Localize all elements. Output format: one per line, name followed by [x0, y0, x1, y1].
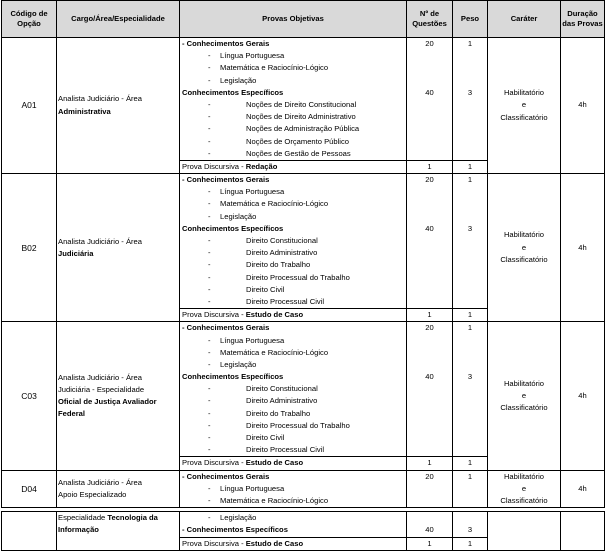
questoes-cell — [407, 512, 453, 537]
header-peso: Peso — [453, 1, 488, 38]
questoes-gerais: 20 — [425, 471, 434, 481]
table-row-d04 — [2, 470, 605, 508]
subject-item: Legislação — [220, 75, 257, 85]
questoes-especificos: 40 — [425, 223, 434, 233]
cargo-cell — [57, 38, 180, 174]
subject-item: Matemática e Raciocínio-Lógico — [220, 495, 329, 505]
cargo-bold-text: Administrativa — [58, 106, 111, 116]
prova-discursiva-cell: Prova Discursiva - Estudo de Caso — [180, 309, 407, 322]
peso-especificos: 3 — [467, 87, 473, 97]
subject-item: Matemática e Raciocínio-Lógico — [220, 347, 329, 357]
peso-especificos: 3 — [467, 223, 473, 233]
subject-item: Matemática e Raciocínio-Lógico — [220, 199, 329, 209]
conhecimentos-especificos-label: - Conhecimentos Específicos — [182, 525, 288, 535]
provas-objetivas-cell: - Conhecimentos Gerais - Língua Portuguesa - Matemática e Raciocínio-Lógico - Legislação Conhecimentos Específicos - Noções de Direito Constitucional - Noções de Direito Administrativo - Noções de Administração Pública - Noções de Orçamento Público - Noções de Gestão de Pessoas — [180, 38, 407, 161]
subject-item: Noções de Direito Administrativo — [246, 112, 356, 122]
peso-especificos: 3 — [467, 372, 473, 382]
subject-item: Legislação — [220, 211, 257, 221]
conhecimentos-gerais-label: - Conhecimentos Gerais — [182, 175, 270, 185]
peso-cell — [453, 470, 488, 508]
questoes-discursiva: 1 — [407, 160, 453, 173]
subject-item: Direito do Trabalho — [246, 260, 311, 270]
conhecimentos-gerais-label: - Conhecimentos Gerais — [182, 39, 270, 48]
cargo-cell — [57, 512, 180, 551]
exam-table — [1, 0, 605, 508]
subject-item: Direito Processual do Trabalho — [246, 420, 350, 430]
subject-item: Língua Portuguesa — [220, 187, 285, 197]
prova-discursiva-cell: Prova Discursiva - Estudo de Caso — [180, 457, 407, 470]
conhecimentos-especificos-label: Conhecimentos Específicos — [182, 87, 284, 97]
subject-item: Noções de Direito Constitucional — [246, 99, 357, 109]
provas-objetivas-cell: - Legislação - Conhecimentos Específicos — [180, 512, 407, 537]
subject-item: Direito Civil — [246, 433, 285, 443]
peso-gerais: 1 — [467, 323, 473, 333]
header-nquestoes: Nº de Questões — [407, 1, 453, 38]
peso-gerais: 1 — [467, 175, 473, 185]
header-cargo: Cargo/Área/Especialidade — [57, 1, 180, 38]
cargo-cell — [57, 470, 180, 508]
questoes-gerais: 20 — [425, 39, 434, 48]
subject-item: Noções de Gestão de Pessoas — [246, 148, 351, 158]
carater-cell: Habilitatório e Classificatório — [488, 322, 561, 470]
subject-item: Língua Portuguesa — [220, 51, 285, 61]
option-code: A01 — [2, 38, 57, 174]
cargo-text: Analista Judiciário - Área — [58, 477, 142, 487]
duracao-cell: 4h — [561, 322, 605, 470]
subject-item: Língua Portuguesa — [220, 335, 285, 345]
cargo-cell — [57, 174, 180, 322]
questoes-cell — [407, 470, 453, 508]
duracao-cell-empty — [561, 512, 605, 551]
questoes-gerais: 20 — [425, 175, 434, 185]
table-row-b02 — [2, 174, 605, 309]
exam-table-continuation — [1, 511, 605, 551]
header-code: Código de Opção — [2, 1, 57, 38]
cargo-text: Apoio Especializado — [58, 489, 127, 499]
peso-cell — [453, 512, 488, 537]
peso-cell — [453, 174, 488, 309]
questoes-discursiva: 1 — [407, 309, 453, 322]
conhecimentos-gerais-label: - Conhecimentos Gerais — [182, 323, 270, 333]
cargo-text: Analista Judiciário - Área — [58, 236, 142, 246]
subject-item: Direito Civil — [246, 284, 285, 294]
questoes-discursiva: 1 — [407, 537, 453, 550]
duracao-cell: 4h — [561, 174, 605, 322]
carater-cell: Habilitatório e Classificatório — [488, 174, 561, 322]
questoes-cell — [407, 38, 453, 161]
subject-item: Direito Constitucional — [246, 384, 318, 394]
header-provas: Provas Objetivas — [180, 1, 407, 38]
peso-gerais: 1 — [467, 39, 473, 48]
option-code: B02 — [2, 174, 57, 322]
peso-discursiva: 1 — [453, 160, 488, 173]
option-code: C03 — [2, 322, 57, 470]
cargo-text: Analista Judiciário - Área — [58, 372, 142, 382]
subject-item: Noções de Orçamento Público — [246, 136, 349, 146]
subject-item: Língua Portuguesa — [220, 483, 285, 493]
peso-especificos: 3 — [467, 525, 473, 535]
provas-objetivas-cell: - Conhecimentos Gerais - Língua Portuguesa - Matemática e Raciocínio-Lógico - Legislação Conhecimentos Específicos - Direito Constitucional - Direito Administrativo - Direito do Trabalho - Direito Processual do Trabalho - Direito Civil - Direito Processual Civil — [180, 174, 407, 309]
table-row-c03 — [2, 322, 605, 457]
cargo-text: Judiciária - Especialidade — [58, 384, 145, 394]
table-row-d04-cont — [2, 512, 605, 537]
conhecimentos-especificos-label: Conhecimentos Específicos — [182, 372, 284, 382]
peso-gerais: 1 — [467, 471, 473, 481]
duracao-cell: 4h — [561, 38, 605, 174]
provas-objetivas-cell: - Conhecimentos Gerais - Língua Portuguesa - Matemática e Raciocínio-Lógico - Legislação Conhecimentos Específicos - Direito Constitucional - Direito Administrativo - Direito do Trabalho - Direito Processual do Trabalho - Direito Civil - Direito Processual Civil — [180, 322, 407, 457]
subject-item: Direito Administrativo — [246, 396, 318, 406]
option-code: D04 — [2, 470, 57, 508]
carater-cell: Habilitatório e Classificatório — [488, 470, 561, 508]
cargo-cell — [57, 322, 180, 470]
conhecimentos-especificos-label: Conhecimentos Específicos — [182, 223, 284, 233]
questoes-discursiva: 1 — [407, 457, 453, 470]
questoes-cell — [407, 174, 453, 309]
cargo-bold-text: Federal — [58, 409, 86, 419]
subject-item: Direito Processual Civil — [246, 445, 325, 455]
subject-item: Noções de Administração Pública — [246, 124, 360, 134]
subject-item: Direito do Trabalho — [246, 408, 311, 418]
subject-item: Direito Processual do Trabalho — [246, 272, 350, 282]
peso-discursiva: 1 — [453, 457, 488, 470]
carater-cell: Habilitatório e Classificatório — [488, 38, 561, 174]
cargo-text: Analista Judiciário - Área — [58, 94, 142, 104]
subject-item: Matemática e Raciocínio-Lógico — [220, 63, 329, 73]
cargo-bold-text: Judiciária — [58, 248, 94, 258]
header-duracao: Duração das Provas — [561, 1, 605, 38]
header-carater: Caráter — [488, 1, 561, 38]
table-row-a01 — [2, 38, 605, 161]
conhecimentos-gerais-label: - Conhecimentos Gerais — [182, 471, 270, 481]
cargo-bold-text: Tecnologia da Informação — [58, 513, 158, 535]
cargo-bold-text: Oficial de Justiça Avaliador — [58, 396, 157, 406]
questoes-especificos: 40 — [425, 525, 434, 535]
questoes-especificos: 40 — [425, 87, 434, 97]
subject-item: Legislação — [220, 513, 257, 523]
peso-discursiva: 1 — [453, 537, 488, 550]
peso-cell — [453, 322, 488, 457]
subject-item: Legislação — [220, 359, 257, 369]
provas-objetivas-cell: - Conhecimentos Gerais - Língua Portuguesa - Matemática e Raciocínio-Lógico — [180, 470, 407, 508]
peso-cell — [453, 38, 488, 161]
subject-item: Direito Constitucional — [246, 236, 318, 246]
option-code-empty — [2, 512, 57, 551]
duracao-cell: 4h — [561, 470, 605, 508]
subject-item: Direito Processual Civil — [246, 296, 325, 306]
questoes-gerais: 20 — [425, 323, 434, 333]
cargo-text: Especialidade — [58, 513, 108, 523]
prova-discursiva-cell: Prova Discursiva - Estudo de Caso — [180, 537, 407, 550]
peso-discursiva: 1 — [453, 309, 488, 322]
carater-cell-empty — [488, 512, 561, 551]
questoes-cell — [407, 322, 453, 457]
questoes-especificos: 40 — [425, 372, 434, 382]
subject-item: Direito Administrativo — [246, 248, 318, 258]
prova-discursiva-cell: Prova Discursiva - Redação — [180, 160, 407, 173]
